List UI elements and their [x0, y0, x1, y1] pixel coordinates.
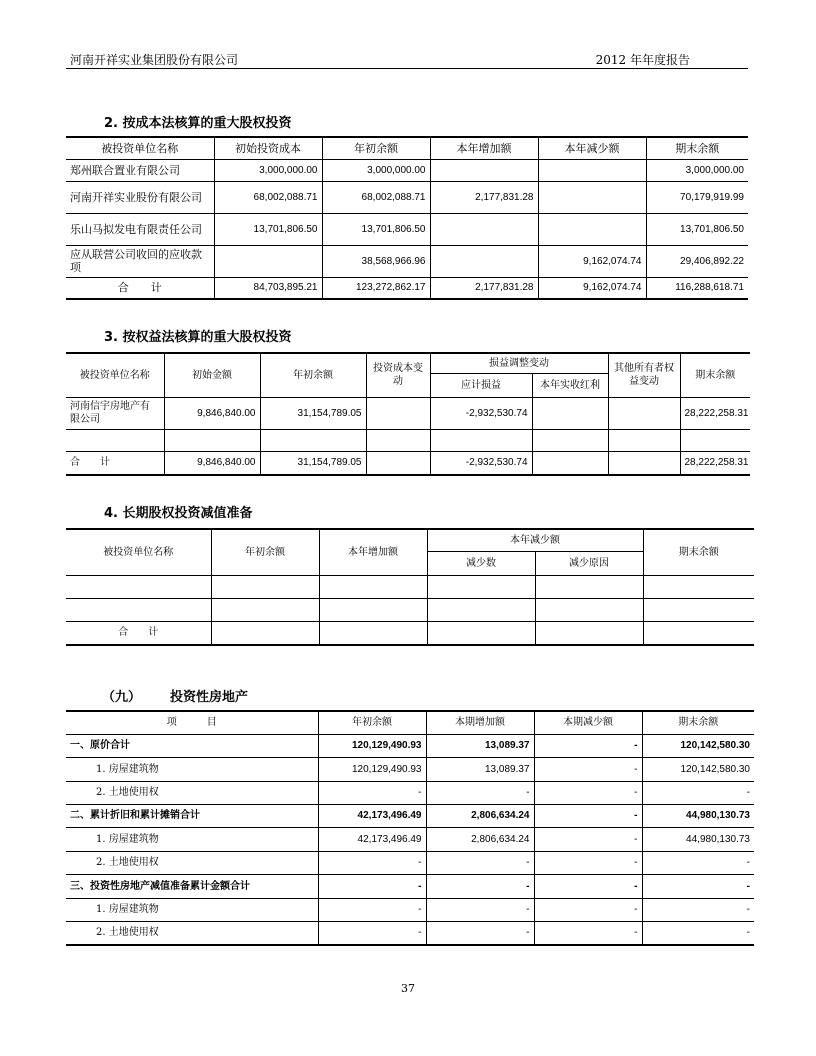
cell: 120,142,580.30 [642, 757, 754, 781]
cell: 28,222,258.31 [680, 451, 750, 475]
cell: 1. 房屋建筑物 [66, 757, 318, 781]
header-cell: 期末余额 [680, 353, 750, 397]
cell: 河南开祥实业股份有限公司 [66, 181, 214, 213]
section-title-cost-method: 2. 按成本法核算的重大股权投资 [104, 116, 292, 131]
cell: 合 计 [66, 451, 164, 475]
header-cell: 被投资单位名称 [66, 529, 211, 575]
cell: 合 计 [66, 621, 211, 645]
cell: - [318, 898, 426, 921]
table-row [66, 921, 754, 945]
cell: 3,000,000.00 [322, 159, 430, 181]
table-row [66, 827, 754, 851]
impairment-table [66, 528, 754, 646]
cell [366, 451, 430, 475]
cell: 13,701,806.50 [214, 213, 322, 245]
cell: - [426, 921, 534, 945]
cell: 应从联营公司收回的应收款项 [66, 245, 214, 277]
cell: - [642, 898, 754, 921]
cell: 2. 土地使用权 [66, 851, 318, 874]
cell [680, 429, 750, 451]
cell: - [534, 921, 642, 945]
table-row [66, 575, 754, 598]
header-cell: 投资成本变动 [366, 353, 430, 397]
header-cell: 初始金额 [164, 353, 260, 397]
investment-property-table [66, 710, 754, 946]
cell: - [318, 851, 426, 874]
total-row [66, 277, 748, 299]
cell: 郑州联合置业有限公司 [66, 159, 214, 181]
cell: - [534, 757, 642, 781]
header-cell: 被投资单位名称 [66, 353, 164, 397]
header-cell: 减少数 [427, 551, 535, 575]
cell: 44,980,130.73 [642, 827, 754, 851]
section-title-investment-property: 投资性房地产 [170, 690, 249, 705]
cell: - [426, 874, 534, 898]
header-cell: 本年减少额 [427, 529, 643, 551]
cell: 68,002,088.71 [322, 181, 430, 213]
table-header-row [66, 353, 750, 373]
cell [532, 397, 608, 429]
cell: - [642, 781, 754, 804]
cell: 116,288,618.71 [646, 277, 748, 299]
cell [430, 245, 538, 277]
header-cell: 应计损益 [430, 373, 532, 397]
cell: 42,173,496.49 [318, 804, 426, 827]
cell: - [534, 874, 642, 898]
cost-method-table [66, 136, 748, 300]
table-row [66, 851, 754, 874]
table-row [66, 429, 750, 451]
table-row [66, 397, 750, 429]
cell [532, 429, 608, 451]
cell: 123,272,862.17 [322, 277, 430, 299]
cell: - [534, 827, 642, 851]
cell: 84,703,895.21 [214, 277, 322, 299]
cell: - [318, 874, 426, 898]
table-header-row [66, 137, 748, 159]
header-cell: 年初余额 [260, 353, 366, 397]
cell [538, 213, 646, 245]
cell: - [534, 898, 642, 921]
cell [608, 451, 680, 475]
cell: 29,406,892.22 [646, 245, 748, 277]
header-cell: 损益调整变动 [430, 353, 608, 373]
cell [608, 429, 680, 451]
cell: 二、累计折旧和累计摊销合计 [66, 804, 318, 827]
cell: 13,089.37 [426, 734, 534, 757]
cell: - [426, 898, 534, 921]
header-cell: 本年增加额 [319, 529, 427, 575]
header-cell: 本期减少额 [534, 711, 642, 734]
cell: 120,142,580.30 [642, 734, 754, 757]
total-row [66, 621, 754, 645]
cell: 120,129,490.93 [318, 734, 426, 757]
cell: - [534, 851, 642, 874]
cell: 2,177,831.28 [430, 181, 538, 213]
header-cell: 年初余额 [318, 711, 426, 734]
header-cell: 年初余额 [211, 529, 319, 575]
table-header-row [66, 529, 754, 551]
cell: 乐山马拟发电有限责任公司 [66, 213, 214, 245]
cell: 2. 土地使用权 [66, 921, 318, 945]
cell: 9,846,840.00 [164, 397, 260, 429]
cell: 9,162,074.74 [538, 277, 646, 299]
table-row [66, 757, 754, 781]
cell: 70,179,919.99 [646, 181, 748, 213]
cell: - [426, 851, 534, 874]
header-cell: 本年减少额 [538, 137, 646, 159]
cell: - [534, 804, 642, 827]
header-cell: 期末余额 [643, 529, 754, 575]
table-row [66, 181, 748, 213]
header-cell: 项 目 [66, 711, 318, 734]
cell: 38,568,966.96 [322, 245, 430, 277]
table-row [66, 213, 748, 245]
cell: - [642, 874, 754, 898]
cell: 42,173,496.49 [318, 827, 426, 851]
cell: - [318, 921, 426, 945]
cell [608, 397, 680, 429]
cell: 2. 土地使用权 [66, 781, 318, 804]
company-name: 河南开祥实业集团股份有限公司 [70, 53, 239, 67]
header-cell: 期末余额 [642, 711, 754, 734]
cell [214, 245, 322, 277]
cell: 1. 房屋建筑物 [66, 898, 318, 921]
header-cell: 初始投资成本 [214, 137, 322, 159]
header-cell: 期末余额 [646, 137, 748, 159]
cell [366, 429, 430, 451]
cell: 3,000,000.00 [214, 159, 322, 181]
header-cell: 其他所有者权益变动 [608, 353, 680, 397]
cell: - [534, 734, 642, 757]
page-header [66, 50, 748, 69]
cell [538, 181, 646, 213]
cell: 44,980,130.73 [642, 804, 754, 827]
section-number: （九） [102, 690, 142, 705]
cell: 1. 房屋建筑物 [66, 827, 318, 851]
cell [260, 429, 366, 451]
header-cell: 本年增加额 [430, 137, 538, 159]
cell: - [534, 781, 642, 804]
cell [430, 159, 538, 181]
cell: 9,162,074.74 [538, 245, 646, 277]
cell: - [642, 851, 754, 874]
header-cell: 年初余额 [322, 137, 430, 159]
header-cell: 本年实收红利 [532, 373, 608, 397]
table-row [66, 598, 754, 621]
table-row [66, 781, 754, 804]
cell: 28,222,258.31 [680, 397, 750, 429]
table-row [66, 804, 754, 827]
cell: 31,154,789.05 [260, 397, 366, 429]
cell: -2,932,530.74 [430, 397, 532, 429]
table-row [66, 874, 754, 898]
report-title: 2012 年年度报告 [595, 53, 690, 67]
cell: - [318, 781, 426, 804]
cell: 68,002,088.71 [214, 181, 322, 213]
cell: 9,846,840.00 [164, 451, 260, 475]
page-number: 37 [401, 982, 415, 995]
cell: 120,129,490.93 [318, 757, 426, 781]
cell [66, 429, 164, 451]
cell: 13,089.37 [426, 757, 534, 781]
header-cell: 减少原因 [535, 551, 643, 575]
cell: 2,806,634.24 [426, 827, 534, 851]
cell: 合 计 [66, 277, 214, 299]
cell [538, 159, 646, 181]
table-row [66, 159, 748, 181]
section-title-equity-method: 3. 按权益法核算的重大股权投资 [104, 330, 292, 345]
cell [366, 397, 430, 429]
cell [532, 451, 608, 475]
cell: 一、原价合计 [66, 734, 318, 757]
header-cell: 本期增加额 [426, 711, 534, 734]
cell: 3,000,000.00 [646, 159, 748, 181]
cell: 31,154,789.05 [260, 451, 366, 475]
cell: - [426, 781, 534, 804]
cell [164, 429, 260, 451]
cell: 13,701,806.50 [646, 213, 748, 245]
table-row [66, 898, 754, 921]
section-title-impairment: 4. 长期股权投资减值准备 [104, 506, 253, 521]
cell: 2,177,831.28 [430, 277, 538, 299]
table-row [66, 245, 748, 277]
cell: 三、投资性房地产减值准备累计金额合计 [66, 874, 318, 898]
cell: 2,806,634.24 [426, 804, 534, 827]
cell [430, 213, 538, 245]
header-cell: 被投资单位名称 [66, 137, 214, 159]
table-row [66, 734, 754, 757]
total-row [66, 451, 750, 475]
cell: -2,932,530.74 [430, 451, 532, 475]
cell: 河南信宇房地产有限公司 [66, 397, 164, 429]
cell: - [642, 921, 754, 945]
table-header-row [66, 711, 754, 734]
cell [430, 429, 532, 451]
cell: 13,701,806.50 [322, 213, 430, 245]
equity-method-table [66, 352, 750, 476]
